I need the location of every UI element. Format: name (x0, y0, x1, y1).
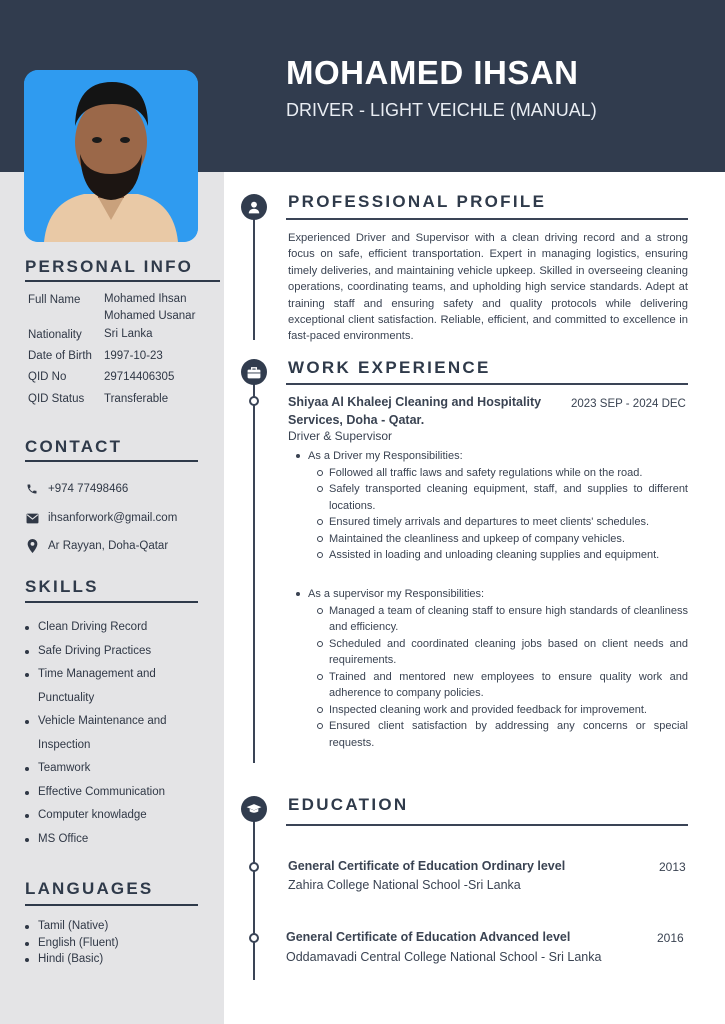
supervisor-responsibilities-heading: As a supervisor my Responsibilities: (308, 586, 688, 603)
education-timeline-dot (249, 933, 259, 943)
qid-no-label: QID No (28, 371, 67, 383)
education-title: General Certificate of Education Ordinary level (288, 859, 566, 873)
contact-heading: CONTACT (25, 437, 123, 456)
profile-heading: PROFESSIONAL PROFILE (288, 192, 547, 211)
education-year: 2013 (659, 860, 686, 874)
dob-label: Date of Birth (28, 350, 92, 362)
education-heading: EDUCATION (288, 795, 409, 814)
qid-no-value: 29714406305 (104, 371, 175, 383)
skill-item: Teamwork (25, 757, 167, 781)
education-school: Zahira College National School -Sri Lanka (288, 878, 521, 892)
skill-item: Clean Driving Record (25, 616, 167, 640)
skill-item: MS Office (25, 828, 167, 852)
languages-heading: LANGUAGES (25, 879, 154, 898)
skills-divider (25, 601, 198, 603)
responsibility-item: Maintained the cleanliness and upkeep of company vehicles. (329, 531, 688, 548)
responsibility-item: Trained and mentored new employees to ensure quality work and adherence to company policies. (329, 669, 688, 702)
languages-divider (25, 904, 198, 906)
skills-list (25, 616, 167, 851)
contact-phone[interactable] (25, 482, 128, 496)
supervisor-responsibilities (308, 586, 688, 751)
graduation-cap-icon (241, 796, 267, 822)
phone-number: +974 77498466 (48, 483, 129, 495)
briefcase-icon (241, 359, 267, 385)
education-school: Oddamavadi Central College National School - Sri Lanka (286, 950, 602, 964)
full-name-value: Mohamed Ihsan (104, 293, 187, 305)
skill-item: Safe Driving Practices (25, 640, 167, 664)
skills-heading: SKILLS (25, 577, 99, 596)
nationality-value: Sri Lanka (104, 328, 153, 340)
contact-divider (25, 460, 198, 462)
job-company: Shiyaa Al Khaleej Cleaning and Hospitality Services, Doha - Qatar. (288, 395, 542, 427)
skill-item: Computer knowladge (25, 804, 167, 828)
skill-item-continued: Punctuality (38, 691, 95, 704)
driver-responsibilities-heading: As a Driver my Responsibilities: (308, 448, 688, 465)
job-dates: 2023 SEP - 2024 DEC (571, 398, 686, 410)
experience-timeline-dot (249, 396, 259, 406)
skill-item: Vehicle Maintenance and (25, 710, 167, 734)
contact-email[interactable] (25, 511, 177, 525)
languages-list (25, 918, 119, 968)
experience-divider (286, 383, 688, 385)
language-item: Tamil (Native) (25, 918, 119, 935)
responsibility-item: Inspected cleaning work and provided feedback for improvement. (329, 702, 688, 719)
email-icon (25, 511, 39, 525)
education-year: 2016 (657, 931, 684, 945)
candidate-role: DRIVER - LIGHT VEICHLE (MANUAL) (286, 100, 597, 120)
driver-responsibilities (308, 448, 688, 564)
responsibility-item: Scheduled and coordinated cleaning jobs based on client needs and requirements. (329, 636, 688, 669)
full-name-value-line2: Mohamed Usanar (104, 310, 196, 322)
candidate-name: MOHAMED IHSAN (286, 54, 579, 91)
experience-heading: WORK EXPERIENCE (288, 358, 491, 377)
language-item: English (Fluent) (25, 935, 119, 952)
education-divider (286, 824, 688, 826)
skill-item: Time Management and (25, 663, 167, 687)
nationality-label: Nationality (28, 329, 82, 341)
responsibility-item: Followed all traffic laws and safety regulations while on the road. (329, 465, 688, 482)
job-title: Driver & Supervisor (288, 429, 393, 443)
qid-status-label: QID Status (28, 393, 85, 405)
responsibility-item: Managed a team of cleaning staff to ensure high standards of cleanliness and efficiency. (329, 603, 688, 636)
full-name-label: Full Name (28, 294, 81, 306)
responsibility-item: Safely transported cleaning equipment, staff, and supplies to different locations. (329, 481, 688, 514)
responsibility-item: Ensured client satisfaction by addressing any concerns or special requests. (329, 718, 688, 751)
language-item: Hindi (Basic) (25, 951, 119, 968)
skill-item-continued: Inspection (38, 738, 91, 751)
location-text: Ar Rayyan, Doha-Qatar (48, 540, 169, 552)
timeline-line-education (253, 820, 255, 980)
profile-summary: Experienced Driver and Supervisor with a clean driving record and a strong focus on safe, efficient transportation. Expert in managing logistics, ensuring timely deliveries, and maintaining vehicle upkeep. Skilled in overseeing cleaning operations, coordinating teams, and upholding high service standards. Adept at training staff and ensuring safety and quality protocols while delivering exceptional client satisfaction. Reliable, efficient, and committed to excellence in fast-paced environments. (288, 232, 688, 343)
timeline-line-profile (253, 215, 255, 340)
contact-location (25, 539, 168, 553)
location-pin-icon (25, 539, 39, 553)
personal-info-heading: PERSONAL INFO (25, 257, 194, 276)
dob-value: 1997-10-23 (104, 350, 163, 362)
qid-status-value: Transferable (104, 393, 169, 405)
education-timeline-dot (249, 862, 259, 872)
timeline-line-experience (253, 383, 255, 763)
phone-icon (25, 482, 39, 496)
profile-photo (24, 70, 198, 242)
skill-item: Effective Communication (25, 781, 167, 805)
personal-info-divider (25, 280, 220, 282)
responsibility-item: Ensured timely arrivals and departures to meet clients' schedules. (329, 514, 688, 531)
education-title: General Certificate of Education Advanced level (286, 930, 571, 944)
profile-section-icon (241, 194, 267, 220)
email-address: ihsanforwork@gmail.com (48, 512, 178, 524)
responsibility-item: Assisted in loading and unloading cleaning supplies and equipment. (329, 547, 688, 564)
profile-divider (286, 218, 688, 220)
